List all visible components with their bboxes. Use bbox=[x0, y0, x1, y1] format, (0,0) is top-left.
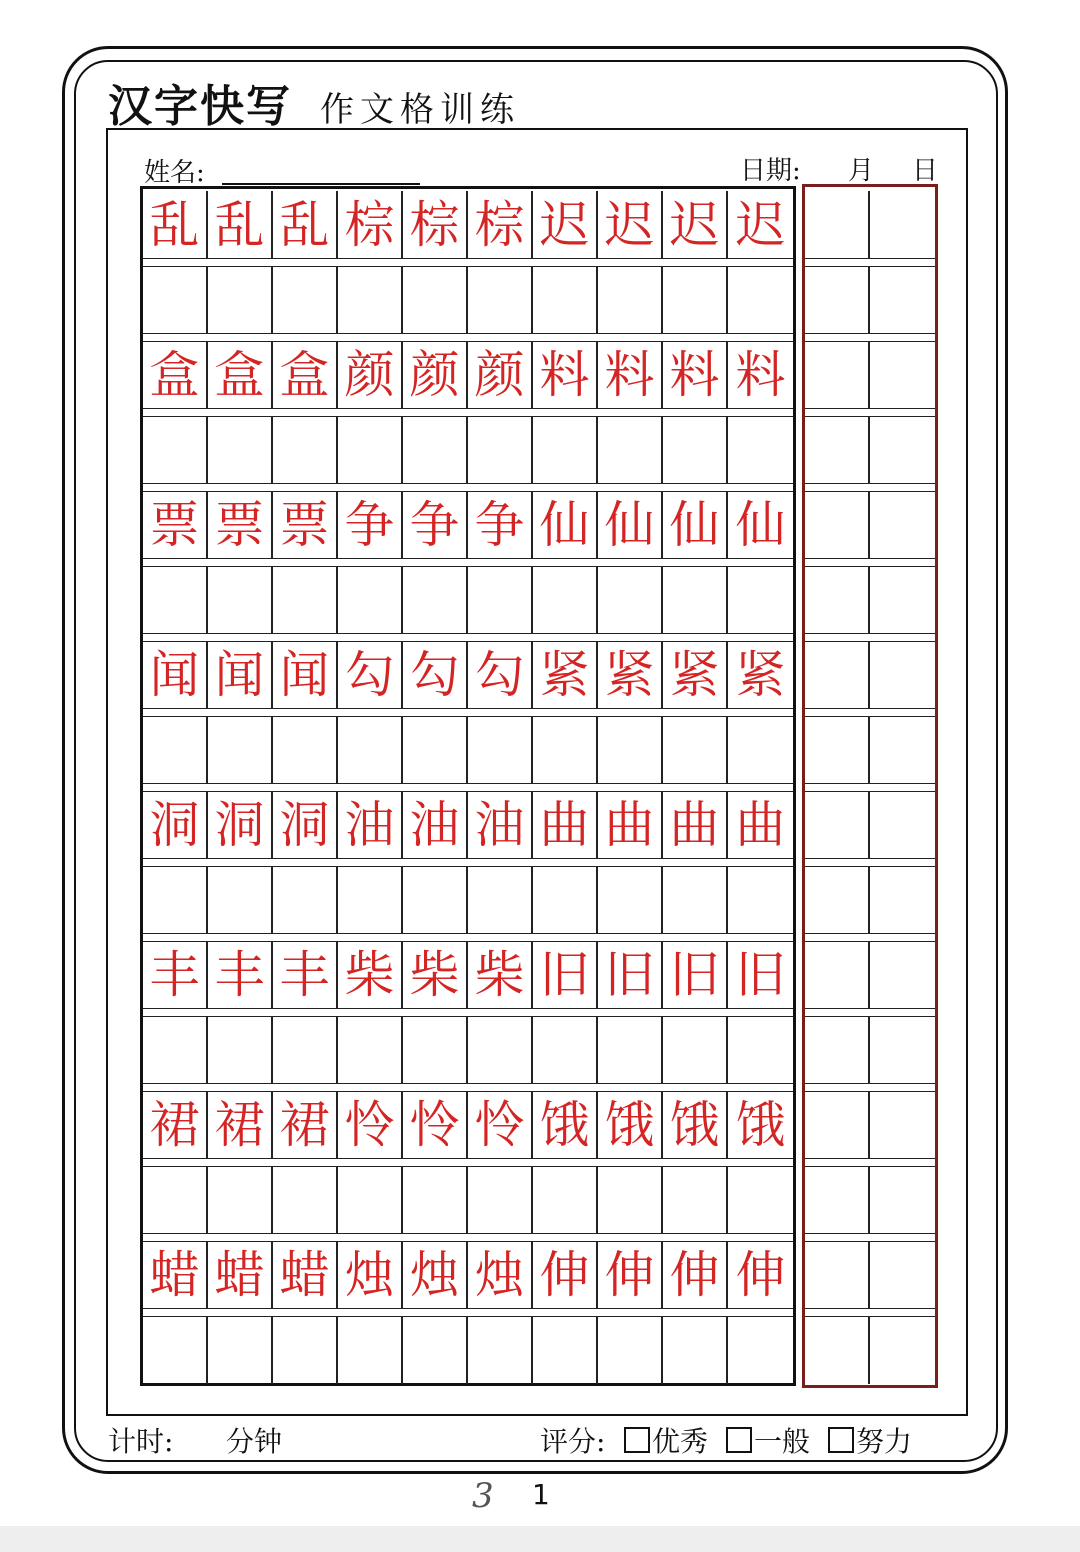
month-label: 月 bbox=[848, 156, 875, 186]
model-char-cell[interactable]: 紧 bbox=[663, 641, 728, 709]
writing-cell[interactable] bbox=[728, 1316, 793, 1384]
writing-cell[interactable] bbox=[468, 1016, 533, 1084]
model-char-cell[interactable]: 闻 bbox=[143, 641, 208, 709]
row-divider bbox=[805, 558, 935, 559]
side-writing-cell[interactable] bbox=[870, 716, 935, 784]
side-writing-cell[interactable] bbox=[805, 1016, 870, 1084]
char-row bbox=[143, 341, 793, 409]
writing-cell[interactable] bbox=[208, 1166, 273, 1234]
side-writing-cell[interactable] bbox=[870, 416, 935, 484]
writing-cell[interactable] bbox=[143, 416, 208, 484]
checkbox-average[interactable] bbox=[726, 1427, 752, 1453]
side-writing-cell[interactable] bbox=[870, 1316, 935, 1384]
side-row bbox=[805, 566, 935, 634]
row-divider bbox=[805, 1158, 935, 1159]
row-divider bbox=[143, 408, 793, 409]
model-char-cell[interactable]: 裙 bbox=[143, 1091, 208, 1159]
writing-cell[interactable] bbox=[598, 716, 663, 784]
model-char-cell[interactable]: 盒 bbox=[143, 341, 208, 409]
model-char-cell[interactable]: 紧 bbox=[533, 641, 598, 709]
row-divider bbox=[143, 483, 793, 484]
writing-cell[interactable] bbox=[143, 1166, 208, 1234]
writing-cell[interactable] bbox=[208, 416, 273, 484]
side-row bbox=[805, 1241, 935, 1309]
writing-cell[interactable] bbox=[208, 1316, 273, 1384]
model-char-cell[interactable]: 洞 bbox=[208, 791, 273, 859]
writing-cell[interactable] bbox=[208, 716, 273, 784]
model-char-cell[interactable]: 柴 bbox=[403, 941, 468, 1009]
side-writing-cell[interactable] bbox=[805, 641, 870, 709]
writing-cell[interactable] bbox=[273, 1016, 338, 1084]
writing-cell[interactable] bbox=[208, 566, 273, 634]
row-divider bbox=[143, 1158, 793, 1159]
row-divider bbox=[805, 708, 935, 709]
model-char-cell[interactable]: 怜 bbox=[468, 1091, 533, 1159]
model-char-cell[interactable]: 迟 bbox=[735, 196, 786, 254]
model-char-cell[interactable]: 乱 bbox=[208, 191, 273, 259]
writing-cell[interactable] bbox=[598, 1016, 663, 1084]
side-writing-cell[interactable] bbox=[870, 1091, 935, 1159]
row-divider bbox=[143, 1308, 793, 1309]
scan-bottom-strip bbox=[0, 1526, 1080, 1552]
writing-cell[interactable] bbox=[143, 1016, 208, 1084]
writing-cell[interactable] bbox=[403, 866, 468, 934]
model-char-cell[interactable]: 蜡 bbox=[208, 1241, 273, 1309]
worksheet-subtitle: 作文格训练 bbox=[320, 90, 520, 130]
writing-cell[interactable] bbox=[143, 866, 208, 934]
side-row bbox=[805, 791, 935, 859]
blank-row bbox=[143, 1316, 793, 1384]
model-char-cell[interactable]: 蜡 bbox=[143, 1241, 208, 1309]
writing-cell[interactable] bbox=[468, 866, 533, 934]
model-char-cell[interactable]: 烛 bbox=[338, 1241, 403, 1309]
writing-cell[interactable] bbox=[533, 866, 598, 934]
side-writing-cell[interactable] bbox=[870, 341, 935, 409]
model-char-cell[interactable]: 油 bbox=[338, 791, 403, 859]
model-char-cell[interactable]: 裙 bbox=[208, 1091, 273, 1159]
writing-cell[interactable] bbox=[663, 266, 728, 334]
row-divider bbox=[143, 1008, 793, 1009]
model-char-cell[interactable]: 票 bbox=[143, 491, 208, 559]
writing-cell[interactable] bbox=[598, 266, 663, 334]
side-writing-cell[interactable] bbox=[805, 1166, 870, 1234]
model-char-cell[interactable]: 闻 bbox=[273, 641, 338, 709]
writing-cell[interactable] bbox=[338, 416, 403, 484]
char-row bbox=[143, 191, 793, 259]
model-char-cell[interactable]: 料 bbox=[598, 341, 663, 409]
model-char-cell[interactable]: 饿 bbox=[533, 1091, 598, 1159]
side-writing-cell[interactable] bbox=[870, 866, 935, 934]
char-row bbox=[143, 791, 793, 859]
model-char-cell[interactable]: 料 bbox=[663, 341, 728, 409]
model-char-cell[interactable]: 饿 bbox=[663, 1091, 728, 1159]
side-row bbox=[805, 641, 935, 709]
model-char-cell[interactable]: 勾 bbox=[403, 641, 468, 709]
side-writing-cell[interactable] bbox=[870, 941, 935, 1009]
writing-cell[interactable] bbox=[598, 1316, 663, 1384]
writing-cell[interactable] bbox=[338, 1166, 403, 1234]
writing-cell[interactable] bbox=[663, 1166, 728, 1234]
row-divider bbox=[143, 633, 793, 634]
writing-cell[interactable] bbox=[338, 866, 403, 934]
model-char-cell[interactable]: 勾 bbox=[468, 641, 533, 709]
side-row bbox=[805, 716, 935, 784]
row-divider bbox=[805, 1233, 935, 1234]
model-char-cell[interactable]: 伸 bbox=[533, 1241, 598, 1309]
minutes-label: 分钟 bbox=[226, 1425, 283, 1458]
side-writing-cell[interactable] bbox=[870, 266, 935, 334]
writing-cell[interactable] bbox=[273, 416, 338, 484]
model-char-cell[interactable]: 曲 bbox=[663, 791, 728, 859]
model-char-cell[interactable]: 棕 bbox=[468, 191, 533, 259]
row-divider bbox=[805, 408, 935, 409]
side-writing-cell[interactable] bbox=[870, 641, 935, 709]
model-char-cell[interactable]: 料 bbox=[735, 346, 786, 404]
model-char-cell[interactable]: 饿 bbox=[598, 1091, 663, 1159]
blank-row bbox=[143, 1166, 793, 1234]
writing-cell[interactable] bbox=[468, 266, 533, 334]
model-char-cell[interactable]: 饿 bbox=[735, 1096, 786, 1154]
side-writing-cell[interactable] bbox=[805, 266, 870, 334]
model-char-cell[interactable]: 洞 bbox=[273, 791, 338, 859]
writing-cell[interactable] bbox=[338, 566, 403, 634]
row-divider bbox=[143, 933, 793, 934]
writing-cell[interactable] bbox=[533, 1016, 598, 1084]
model-char-cell[interactable]: 棕 bbox=[338, 191, 403, 259]
char-row bbox=[143, 941, 793, 1009]
date-label: 日期: bbox=[740, 156, 801, 186]
writing-cell[interactable] bbox=[273, 1316, 338, 1384]
writing-cell[interactable] bbox=[208, 1016, 273, 1084]
model-char-cell[interactable]: 丰 bbox=[273, 941, 338, 1009]
blank-row bbox=[143, 566, 793, 634]
model-char-cell[interactable]: 仙 bbox=[598, 491, 663, 559]
writing-cell[interactable] bbox=[533, 1166, 598, 1234]
model-char-cell[interactable]: 仙 bbox=[663, 491, 728, 559]
writing-cell[interactable] bbox=[663, 1316, 728, 1384]
model-char-cell[interactable]: 闻 bbox=[208, 641, 273, 709]
model-char-cell[interactable]: 烛 bbox=[403, 1241, 468, 1309]
writing-cell[interactable] bbox=[728, 866, 793, 934]
side-writing-cell[interactable] bbox=[805, 1241, 870, 1309]
writing-cell[interactable] bbox=[728, 1166, 793, 1234]
practice-grid bbox=[140, 186, 796, 1386]
writing-cell[interactable] bbox=[403, 1016, 468, 1084]
writing-cell[interactable] bbox=[403, 566, 468, 634]
side-writing-cell[interactable] bbox=[805, 191, 870, 259]
side-row bbox=[805, 941, 935, 1009]
char-row bbox=[143, 491, 793, 559]
row-divider bbox=[805, 1083, 935, 1084]
writing-cell[interactable] bbox=[533, 1316, 598, 1384]
checkbox-effort[interactable] bbox=[828, 1427, 854, 1453]
model-char-cell[interactable]: 旧 bbox=[533, 941, 598, 1009]
model-char-cell[interactable]: 颜 bbox=[403, 341, 468, 409]
model-char-cell[interactable]: 紧 bbox=[598, 641, 663, 709]
writing-cell[interactable] bbox=[468, 716, 533, 784]
model-char-cell[interactable]: 旧 bbox=[598, 941, 663, 1009]
writing-cell[interactable] bbox=[728, 416, 793, 484]
model-char-cell[interactable]: 争 bbox=[468, 491, 533, 559]
side-writing-cell[interactable] bbox=[805, 866, 870, 934]
writing-cell[interactable] bbox=[728, 716, 793, 784]
writing-cell[interactable] bbox=[663, 566, 728, 634]
side-writing-cell[interactable] bbox=[805, 716, 870, 784]
writing-cell[interactable] bbox=[273, 566, 338, 634]
model-char-cell[interactable]: 争 bbox=[403, 491, 468, 559]
side-writing-cell[interactable] bbox=[805, 941, 870, 1009]
row-divider bbox=[805, 633, 935, 634]
writing-cell[interactable] bbox=[338, 1016, 403, 1084]
side-writing-cell[interactable] bbox=[805, 1091, 870, 1159]
writing-cell[interactable] bbox=[273, 266, 338, 334]
writing-cell[interactable] bbox=[468, 1316, 533, 1384]
char-row bbox=[143, 1241, 793, 1309]
side-row bbox=[805, 1166, 935, 1234]
side-row bbox=[805, 1091, 935, 1159]
model-char-cell[interactable]: 柴 bbox=[468, 941, 533, 1009]
model-char-cell[interactable]: 争 bbox=[338, 491, 403, 559]
writing-cell[interactable] bbox=[143, 1316, 208, 1384]
side-practice-grid bbox=[802, 184, 938, 1388]
row-divider bbox=[805, 783, 935, 784]
writing-cell[interactable] bbox=[598, 416, 663, 484]
row-divider bbox=[805, 483, 935, 484]
model-char-cell[interactable]: 怜 bbox=[338, 1091, 403, 1159]
model-char-cell[interactable]: 票 bbox=[208, 491, 273, 559]
row-divider bbox=[805, 333, 935, 334]
char-row bbox=[143, 1091, 793, 1159]
name-label: 姓名: bbox=[144, 158, 205, 188]
row-divider bbox=[143, 1233, 793, 1234]
model-char-cell[interactable]: 盒 bbox=[273, 341, 338, 409]
writing-cell[interactable] bbox=[663, 716, 728, 784]
side-row bbox=[805, 1016, 935, 1084]
page-number: 1 bbox=[532, 1478, 550, 1511]
row-divider bbox=[143, 858, 793, 859]
blank-row bbox=[143, 866, 793, 934]
model-char-cell[interactable]: 伸 bbox=[663, 1241, 728, 1309]
score-option-average[interactable] bbox=[726, 1420, 810, 1460]
writing-cell[interactable] bbox=[338, 716, 403, 784]
writing-cell[interactable] bbox=[208, 266, 273, 334]
side-writing-cell[interactable] bbox=[805, 566, 870, 634]
row-divider bbox=[805, 933, 935, 934]
model-char-cell[interactable]: 颜 bbox=[468, 341, 533, 409]
writing-cell[interactable] bbox=[273, 866, 338, 934]
row-divider bbox=[805, 1008, 935, 1009]
blank-row bbox=[143, 266, 793, 334]
writing-cell[interactable] bbox=[533, 716, 598, 784]
model-char-cell[interactable]: 伸 bbox=[735, 1246, 786, 1304]
side-writing-cell[interactable] bbox=[805, 791, 870, 859]
side-writing-cell[interactable] bbox=[870, 791, 935, 859]
model-char-cell[interactable]: 丰 bbox=[143, 941, 208, 1009]
side-writing-cell[interactable] bbox=[805, 416, 870, 484]
writing-cell[interactable] bbox=[728, 266, 793, 334]
writing-cell[interactable] bbox=[338, 266, 403, 334]
char-row bbox=[143, 641, 793, 709]
model-char-cell[interactable]: 油 bbox=[468, 791, 533, 859]
writing-cell[interactable] bbox=[468, 566, 533, 634]
side-row bbox=[805, 1316, 935, 1384]
model-char-cell[interactable]: 油 bbox=[403, 791, 468, 859]
model-char-cell[interactable]: 迟 bbox=[533, 191, 598, 259]
side-writing-cell[interactable] bbox=[805, 1316, 870, 1384]
side-writing-cell[interactable] bbox=[870, 1016, 935, 1084]
model-char-cell[interactable]: 裙 bbox=[273, 1091, 338, 1159]
writing-cell[interactable] bbox=[403, 1166, 468, 1234]
score-option-effort[interactable] bbox=[828, 1420, 912, 1460]
side-writing-cell[interactable] bbox=[870, 491, 935, 559]
side-writing-cell[interactable] bbox=[870, 1241, 935, 1309]
model-char-cell[interactable]: 旧 bbox=[735, 946, 786, 1004]
model-char-cell[interactable]: 柴 bbox=[338, 941, 403, 1009]
writing-cell[interactable] bbox=[533, 416, 598, 484]
model-char-cell[interactable]: 怜 bbox=[403, 1091, 468, 1159]
model-char-cell[interactable]: 仙 bbox=[533, 491, 598, 559]
model-char-cell[interactable]: 棕 bbox=[403, 191, 468, 259]
writing-cell[interactable] bbox=[598, 1166, 663, 1234]
model-char-cell[interactable]: 仙 bbox=[735, 496, 786, 554]
model-char-cell[interactable]: 烛 bbox=[468, 1241, 533, 1309]
model-char-cell[interactable]: 伸 bbox=[598, 1241, 663, 1309]
model-char-cell[interactable]: 紧 bbox=[735, 646, 786, 704]
writing-cell[interactable] bbox=[663, 866, 728, 934]
side-row bbox=[805, 416, 935, 484]
model-char-cell[interactable]: 乱 bbox=[273, 191, 338, 259]
writing-cell[interactable] bbox=[338, 1316, 403, 1384]
worksheet-title: 汉字快写 bbox=[108, 81, 292, 132]
writing-cell[interactable] bbox=[273, 716, 338, 784]
side-row bbox=[805, 866, 935, 934]
writing-cell[interactable] bbox=[143, 266, 208, 334]
handwritten-page-mark: 3 bbox=[472, 1476, 494, 1516]
model-char-cell[interactable]: 旧 bbox=[663, 941, 728, 1009]
model-char-cell[interactable]: 迟 bbox=[663, 191, 728, 259]
writing-cell[interactable] bbox=[598, 866, 663, 934]
row-divider bbox=[805, 258, 935, 259]
side-row bbox=[805, 491, 935, 559]
side-writing-cell[interactable] bbox=[870, 1166, 935, 1234]
row-divider bbox=[805, 858, 935, 859]
blank-row bbox=[143, 416, 793, 484]
option-label: 一般 bbox=[754, 1425, 811, 1458]
side-row bbox=[805, 341, 935, 409]
model-char-cell[interactable]: 曲 bbox=[533, 791, 598, 859]
writing-cell[interactable] bbox=[403, 1316, 468, 1384]
row-divider bbox=[805, 1308, 935, 1309]
option-label: 努力 bbox=[856, 1425, 913, 1458]
model-char-cell[interactable]: 曲 bbox=[598, 791, 663, 859]
side-writing-cell[interactable] bbox=[805, 341, 870, 409]
writing-cell[interactable] bbox=[728, 566, 793, 634]
row-divider bbox=[143, 708, 793, 709]
name-field[interactable] bbox=[222, 183, 420, 185]
row-divider bbox=[143, 333, 793, 334]
day-label: 日 bbox=[912, 156, 939, 186]
checkbox-excellent[interactable] bbox=[624, 1427, 650, 1453]
model-char-cell[interactable]: 料 bbox=[533, 341, 598, 409]
writing-cell[interactable] bbox=[533, 566, 598, 634]
writing-cell[interactable] bbox=[143, 716, 208, 784]
side-writing-cell[interactable] bbox=[805, 491, 870, 559]
model-char-cell[interactable]: 盒 bbox=[208, 341, 273, 409]
blank-row bbox=[143, 1016, 793, 1084]
writing-cell[interactable] bbox=[533, 266, 598, 334]
model-char-cell[interactable]: 勾 bbox=[338, 641, 403, 709]
writing-cell[interactable] bbox=[728, 1016, 793, 1084]
side-writing-cell[interactable] bbox=[870, 191, 935, 259]
model-char-cell[interactable]: 丰 bbox=[208, 941, 273, 1009]
model-char-cell[interactable]: 颜 bbox=[338, 341, 403, 409]
writing-cell[interactable] bbox=[663, 416, 728, 484]
writing-cell[interactable] bbox=[208, 866, 273, 934]
writing-cell[interactable] bbox=[273, 1166, 338, 1234]
writing-cell[interactable] bbox=[143, 566, 208, 634]
model-char-cell[interactable]: 票 bbox=[273, 491, 338, 559]
option-label: 优秀 bbox=[652, 1425, 709, 1458]
row-divider bbox=[143, 783, 793, 784]
writing-cell[interactable] bbox=[663, 1016, 728, 1084]
model-char-cell[interactable]: 迟 bbox=[598, 191, 663, 259]
score-label: 评分: bbox=[540, 1425, 606, 1458]
writing-cell[interactable] bbox=[403, 266, 468, 334]
writing-cell[interactable] bbox=[468, 416, 533, 484]
model-char-cell[interactable]: 洞 bbox=[143, 791, 208, 859]
writing-cell[interactable] bbox=[403, 716, 468, 784]
side-row bbox=[805, 191, 935, 259]
writing-cell[interactable] bbox=[468, 1166, 533, 1234]
row-divider bbox=[143, 258, 793, 259]
timer-label: 计时: bbox=[108, 1425, 174, 1458]
side-row bbox=[805, 266, 935, 334]
writing-cell[interactable] bbox=[598, 566, 663, 634]
writing-cell[interactable] bbox=[403, 416, 468, 484]
model-char-cell[interactable]: 曲 bbox=[735, 796, 786, 854]
side-writing-cell[interactable] bbox=[870, 566, 935, 634]
row-divider bbox=[143, 558, 793, 559]
blank-row bbox=[143, 716, 793, 784]
row-divider bbox=[143, 1083, 793, 1084]
score-option-excellent[interactable] bbox=[624, 1420, 708, 1460]
model-char-cell[interactable]: 蜡 bbox=[273, 1241, 338, 1309]
model-char-cell[interactable]: 乱 bbox=[143, 191, 208, 259]
